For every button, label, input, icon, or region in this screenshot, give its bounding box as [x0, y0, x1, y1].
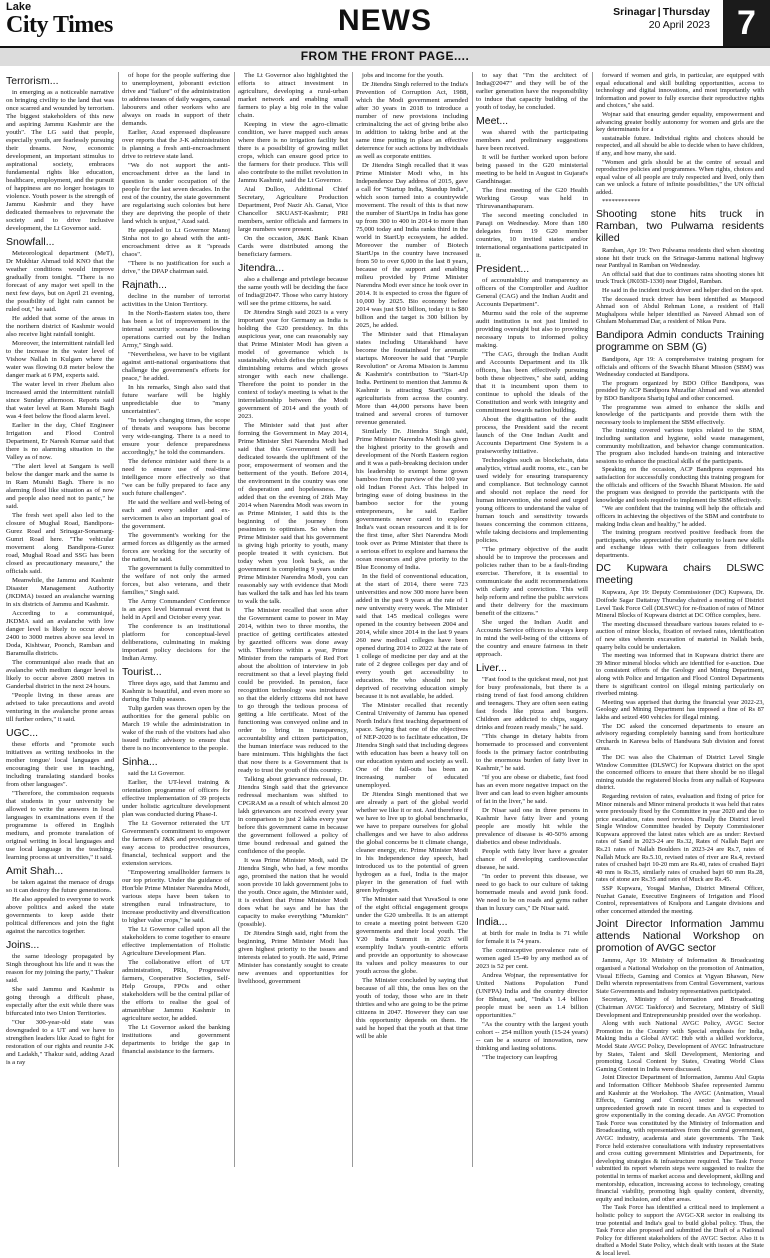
- story-paragraph: "We do not support the anti-encroachment drive as the land in question is under occupation of the people for the last seven decades. In the rest of the country, the state government are regularising such colonies but here they are depriving the people of their land which is unjust," Azad said.: [122, 162, 230, 225]
- column-divider: [472, 72, 473, 1167]
- story-paragraph: People with fatty liver have a greater chance of developing cardiovascular disease, he said.: [476, 848, 588, 871]
- story-paragraph: In the North-Eastern states too, there has been a lot of improvement in the internal security scenario following operations carried out by the Indian Army," Singh said.: [122, 310, 230, 349]
- story-paragraph: It was Prime Minister Modi, said Dr Jitendra Singh, who had, a few months ago, promised the nation that he would soon provide 10 lakh government jobs to the youth. Once again, the Minister said, it is evident that Prime Minister Modi does what he says and he has the capacity to make everything "Mumkin" (possible).: [238, 857, 348, 928]
- story-paragraph: "The alert level at Sangam is well below the danger mark and the same is in Ram Munshi Bagh. There is no alarming flood like situation as of now and people also need not to panic," he said.: [6, 463, 114, 510]
- story-paragraph: to say that "I'm the architect of India@2047" and they will be of the earlier generation have the responsibility to induce that capacity building of the youth of today, he concluded.: [476, 72, 588, 111]
- story-headline: Snowfall...: [6, 236, 55, 248]
- story-paragraph: He said in the incident truck driver and helper died on the spot.: [602, 287, 764, 295]
- story-paragraph: The meeting discussed threadbare various issues related to e-auction of minor blocks, fixation of revised rates, identification of new sites wherein excavation of material in Nallah beds, quarry belts could be undertaken.: [596, 620, 764, 651]
- story-paragraph: Wojnar said that ensuring gender equality, empowerment and advancing greater bodily autonomy for women and girls are the key determinants for a: [596, 110, 764, 134]
- story-paragraph: Dr Jitendra Singh mentioned that we are already a part of the global world whether we like it or not. And therefore if we have to live up to global benchmarks, we have to prepare ourselves for global challenges and we have to also address the global concerns be it climate change, cleaner energy, etc. Prime Minister Modi in his Independence day speech, had introduced us to the potential of green hydrogen as a fuel, India is the major player in the generation of fuel with green hydrogen.: [356, 791, 468, 894]
- story-paragraph: The meeting was informed that in Kupwara district there are 39 Minor mineral blocks which are identified for e-auction. Due to consistent efforts of the Geology and Mining Department, along with Police and Irrigation and Flood Control Departments there is significant control on illegal mining particularly on riverbed mining.: [596, 652, 764, 698]
- story-paragraph: "This change in dietary habits from homemade to processed and convenient foods is the primary factor contributing to the enormous burden of fatty liver in Kashmir," he said.: [476, 733, 588, 772]
- story-paragraph: The programme was aimed to enhance the skills and knowledge of the participants and provide them with the necessary tools to implement the SBM effectively.: [596, 403, 764, 426]
- story-paragraph: The program organized by BDO Office Bandipora, was presided by ACP Bandipora Muzaffar Ahmad and was attended by BDO Bandipora Shariq Iqbal and other concerned.: [596, 379, 764, 402]
- story-paragraph: Talking about grievance redressal, Dr. Jitendra Singh said that the grievance redressal mechanism was shifted to CPGRAM as a result of which almost 20 lakh grievances are received every year in comparison to just 2 lakhs every year before this government came in because the government followed a policy of time bound redressal and gained the confidence of the people.: [238, 776, 348, 855]
- story-paragraph: Similarly Dr. Jitendra Singh said, Prime Minister Narendra Modi has given the highest priority to the growth and development of the North Eastern region and it was a path-breaking decision under his leadership to exempt home grown bamboo from the purview of the 100 year old Indian Forest Act. This helped in bringing ease of doing business in the bamboo sector for the young entrepreneurs, he said. Earlier governments never cared to explore India's vast ocean resources and it is for the first time, after Shri Narendra Modi took over as Prime Minister that there is a serious effort to explore and harness the ocean resources and give priority to the Blue Economy of India.: [356, 428, 468, 571]
- story-headline: DC Kupwara chairs DLSWC meeting: [596, 563, 764, 587]
- story-paragraph: The Lt Governor called upon all the stakeholders to come together to ensure effective implementation of Holistic Agriculture Development Plan.: [122, 926, 230, 957]
- story-paragraph: also a challenge and privilege because the same youth will be deciding the face of India@2047. Those who carry history will see the prime citizens, he said.: [238, 276, 348, 307]
- story-paragraph: The second meeting concluded in Panaji on Wednesday. More than 180 delegates from 19 G20 member countries, 10 invited states and/or international organisations participated in it.: [476, 212, 588, 259]
- story-paragraph: said the Lt Governor.: [128, 770, 185, 777]
- masthead: [0, 0, 770, 46]
- dateline-separator: |: [657, 6, 661, 18]
- dateline-day: Thursday: [662, 6, 710, 18]
- story-paragraph: Earlier in the day, Chief Engineer Irrigation and Flood Control Department, Er Naresh Kumar said that there is no alarming situation in the Valley as of now.: [6, 422, 114, 461]
- story-paragraph: "Our 300-year-old state was downgraded to a UT and we have to strengthen leaders like Azad to fight for restoration of our rights and reunite J-K and Ladakh," Thakur said, adding Azad is a ray: [6, 1019, 114, 1066]
- story-paragraph: "In today's changing times, the scope of threats and weapons has become very wide-ranging. There is a need to ensure your defence preparedness accordingly," he told the commanders.: [122, 417, 230, 456]
- story-paragraph: He added that some of the areas in the northern district of Kashmir would also receive light rainfall tonight.: [6, 315, 114, 338]
- story-paragraph: Jammu, Apr 19: Ministry of Information & Broadcasting organised a National Workshop on the promotion of Animation, Visual Effects, Gaming and Comics at Vigyan Bhawan, New Delhi wherein representatives from Central Government, various State Governments and Industry representatives participated.: [596, 957, 764, 995]
- story-paragraph: of accountability and transparency as officers of the Comptroller and Auditor General (CAG) and the Indian Audit and Accounts Department".: [476, 277, 588, 308]
- story-paragraph: The Lt Governor reiterated the UT Government's commitment to empower the farmers of J&K and providing them easy access to productive resources, financial, technical support and the extension services.: [122, 820, 230, 867]
- story-paragraph: Dr Jitendra Singh recalled that it was Prime Minister Modi who, in his Independence Day address of 2015, gave a call for "Startup India, Standup India", which soon turned into a countrywide movement. The result of this is that now the number of StartUps in India has gone up from 300 to 400 in 2014 to more than 75,000 today and India ranks third in the world in StartUp ecosystem, he added. Moreover the number of Biotech StartUps in the country have increased from 50 to over 6,000 in the last 8 years, because of the support and enabling milieu provided by Prime Minister Narendra Modi ever since he took over in 2014. It is expected to cross the figure of 10,000 by 2025. Bio economy before 2014 was just $10 billion, today it is $80 billion and the target is 300 billion by 2025, he added.: [356, 162, 468, 329]
- story-paragraph: "People living in these areas are advised to take precautions and avoid venturing in the avalanche prone areas till further orders," it said.: [6, 692, 114, 723]
- story-paragraph: The water level in river Jhelum also increased amid the intermittent rainfall since Sunday afternoon. Reports said that water level at Ram Munshi Bagh was 4 feet below the flood alarm level.: [6, 381, 114, 420]
- story-paragraph: The Minister recalled that soon after the Government came to power in May 2014, within two to three months, the practice of getting certificates attested by gazetted officers was done away with. Therefore within a year, Prime Minister from the ramparts of Red Fort about the abolition of interview in job recruitment so that a level playing field could be provided. In pension, face recognition technology was introduced so that the elderly citizens did not have to go through the tedious process of getting a life certificate. Most of the functioning was conveyed online and in order to bring in transparency, accountability and citizen participation, the human interface was reduced to the bare minimum. This highlights the fact that now there is a Government that is ready to trust the youth of this country.: [238, 607, 348, 774]
- story-paragraph: The conference is an institutional platform for conceptual-level deliberations, culminating in making important policy decisions for the Indian Army.: [122, 623, 230, 662]
- story-paragraph: The training program received positive feedback from the participants, who appreciated the opportunity to learn new skills and exchange ideas with their colleagues from different departments.: [596, 529, 764, 559]
- story-paragraph: "If you are obese or diabetic, fast food has an even more negative impact on the liver and can lead to even higher amounts of fat in the liver," he said.: [476, 774, 588, 805]
- story-headline: Amit Shah...: [6, 865, 64, 877]
- story-headline: Joins...: [6, 939, 40, 951]
- story-paragraph: decline in the number of terrorist activities in the Union Territory.: [122, 293, 230, 308]
- story-paragraph: The contraceptive prevalence rate of women aged 15-49 by any method as of 2023 is 52 per cent.: [476, 947, 588, 970]
- story-headline: UGC...: [6, 727, 39, 739]
- dateline: [600, 6, 710, 32]
- story-paragraph: be taken against the menace of drugs so it can destroy the future generations.: [6, 879, 114, 894]
- story-paragraph: "The trajectory can leapfrog: [482, 1054, 558, 1061]
- column-divider: [592, 72, 593, 1167]
- story-paragraph: Regarding revision of rates, evaluation and fixing of price for Minor minerals and Minor mineral products it was held that rates were previously fixed by the Committee in year 2020 and due to price escalation, rates need revision. Finally the District level Single Window Committee headed by Deputy Commissioner Kupwara approved the latest rates which are as under: Revised rates of Sand in 2023-24 are Rs.32, Rates of Nallah Bajri are Rs.21 rates of Nallah Boulders in 2023-24 are Rs.7, rates of Nallah Muck are Rs.5.10, revised rates of river are Rs.4, revised rates of crushed bajri 10-20 mm are Rs.40, rates of crushed Bajri 40 mm is Rs.35, similarly rates of crushed bajri 60 mm Rs.28, rates of stone are Rs.35 and rates of Muck are Rs.45.: [596, 792, 764, 884]
- story-paragraph: The deceased truck driver has been identified as Maqsood Ahmad son of Abdul Rehman Lone, a resident of Hall Mughalpora while helper identified as Naveed Ahmad son of Ghulam Mohammad Dar, a resident of Nikas Pura.: [596, 295, 764, 326]
- story-paragraph: Ramban, Apr 19: Two Pulwama residents died when shooting stone hit their truck on the Srinagar-Jammu national highway near Panthyal in Ramban on Wednesday.: [596, 247, 764, 270]
- story-headline: India...: [476, 916, 508, 928]
- story-paragraph: The defence minister said there is a need to ensure use of real-time intelligence more effectively so that "we can be fully prepared to face any such future challenges".: [122, 458, 230, 497]
- story-paragraph: She said Jammu and Kashmir is going through a difficult phase, especially after the exit while there was bifurcated into two Union Territories.: [6, 986, 114, 1017]
- story-paragraph: Technologies such as blockchain, data analytics, virtual audit rooms, etc., can be used widely for ensuring transparency and compliance. But technology cannot and should not replace the need for human intervention, she noted and urged young officers to understand the value of human touch and sensitivity towards issues concerning the common citizens, while taking decisions and implementing policies.: [476, 457, 588, 544]
- story-paragraph: The Minister said that just after forming the Government in May 2014, Prime Minister Shri Narendra Modi had said that this Government will be dedicated towards the upliftment of the poor, empowerment of women and the betterment of the youth. Before 2014, the environment in the country was one of desperation and hopelessness. He added that on the evening of 26th May 2014 when Narendra Modi was sworn in as Prime Minister, I said this is the beginning of the journey from pessimism to optimism. So when the Prime Minister said that his government is giving high priority to youth, many people treated it with cynicism. But today when you look back, as the government is completing 9 years under Prime Minister Narendra Modi, you can reasonably say with evidence that Modi has walked the talk and has led his team to walk the talk.: [238, 422, 348, 605]
- story-paragraph: The first meeting of the G20 Health Working Group was held in Thiruvananthapuram.: [476, 187, 588, 210]
- story-paragraph: Bandipora, Apr 19: A comprehensive training program for officials and officers of the Swachh Bharat Mission (SBM) was Wednesday conducted at Bandipora.: [596, 356, 764, 379]
- story-paragraph: Joint Director Department of Information, Jammu Atul Gupta and Information Officer Mehboob Shafee represented Jammu and Kashmir at the Workshop. The AVGC (Animation, Visual Effects, Gaming and Comics) sector has witnessed unprecedented growth rate in recent times and is expected to grow exponentially in the coming decade. An AVGC Promotion Task Force was constituted by the Ministry of Information and Broadcasting, with representatives from the central government, AVGC industry, academia and state governments. The Task Force held extensive consultations with industry representatives and cross cutting government Ministries and Departments, for developing strategies & infrastructure required. The Task Force submitted its report wherein steps were suggested to realize the potential in terms of market access and development, skilling and mentorship, education, increasing access to technology, creating financial viability, promoting high quality content, diversity, equity and inclusion, and other areas.: [596, 1074, 764, 1203]
- story-paragraph: "Nevertheless, we have to be vigilant against anti-national organisations that challenge the government's efforts for peace," he added.: [122, 351, 230, 382]
- story-paragraph: The government is fully committed to the welfare of not only the armed forces, but also veterans, and their families," Singh said.: [122, 565, 230, 596]
- column-divider: [234, 72, 235, 1167]
- story-paragraph: Dr Jitendra Singh said 2023 is a very important year for Germany as India is holding the G20 presidency. In this auspicious year, one can reasonably say that Prime Minister Modi has given a model of governance which is sustainable, which defies the principle of diminishing returns and which grows stronger with each new challenge. Therefore the point to ponder in the context of today's meeting is what is the interrelationship between the Modi government of 2014 and the youth of 2023.: [238, 309, 348, 420]
- story-paragraph: The Lt Governor asked the banking institutions and government departments to bridge the gap in financial assistance to the farmers.: [122, 1024, 230, 1055]
- story-headline: President...: [476, 263, 530, 275]
- story-paragraph: Earlier, the UT-level training & orientation programme of officers for effective implementation of 39 projects under holistic agriculture development plan was conducted during Phase-I.: [122, 779, 230, 818]
- story-paragraph: It will be further worked upon before being passed in the G20 ministerial meeting to be held in August in Gujarat's Gandhinagar.: [476, 154, 588, 185]
- story-paragraph: On the occasion, J&K Bank Kisan Cards were distributed among the beneficiary farmers.: [238, 235, 348, 258]
- story-paragraph: Speaking on the occasion, ACP Bandipora expressed his satisfaction for successfully conducting this training program for the officials and officers of the Swachh Bharat Mission. He said the program was designed to provide the participants with the knowledge and tools required to implement the SBM effectively.: [596, 466, 764, 504]
- story-paragraph: "As the country with the largest youth cohort -- 254 million youth (15-24 years) -- can be a source of innovation, new thinking and lasting solutions.: [476, 1021, 588, 1052]
- story-paragraph: An official said that due to continues rains shooting stones hit truck Truck (JK03D-1330) near Digdol, Ramban.: [596, 270, 764, 286]
- story-paragraph: The communiqué also reads that an avalanche with medium danger level is likely to occur above 2800 metres in Ganderbal district in the next 24 hours.: [6, 659, 114, 690]
- story-paragraph: Murmu said the role of the supreme audit institution is not just limited to providing oversight but also to providing necessary inputs to informed policy making.: [476, 310, 588, 349]
- story-paragraph: The Minister said that Himalayan states including Uttarakhand have become the fountainhead for aromatic startups. Moreover he said that "Purple Revolution" or Aroma Mission is Jammu & Kashmir's contribution to "Start-Up India. Pertinent to mention that Jammu & Kashmir is attracting StartUps and agriculturists from across the country. More than 44,000 persons have been trained and several crores of turnover revenue generated.: [356, 331, 468, 426]
- column-5: [476, 72, 588, 1167]
- story-paragraph: "Women and girls should be at the centre of sexual and reproductive policies and programmes. When rights, choices and equal value of all people are truly respected and lived, only then can we unlock a future of infinite possibilities," the UN official added.: [596, 158, 764, 196]
- column-3: [238, 72, 348, 1167]
- story-paragraph: The Task Force has identified a critical need to implement a holistic policy to support the AVGC-XR sector in realising its true potential and India's goal to build global policy. Thus, the Task Force also proposed and submitted the Draft of a National Policy for different stakeholders of the AVGC Sector. Also it is drafted a Model State Policy, which dealt with issues at the State & local level.: [596, 1204, 764, 1257]
- story-paragraph: The Minister concluded by saying that because of all this, the onus lies on the youth of today, those who are in their thirties and who are going to be the prime citizens in 2047. However they can use this opportunity depends on them. He said he hoped that the youth at that time will be able: [356, 977, 468, 1040]
- story-paragraph: "Fast food is the quickest meal, not just for busy professionals, but there is a rising trend of fast food among children and teenagers. They are often seen eating fast foods like pizza and burgers. Children are addicted to chips, sugary drinks and frozen ready meals," he said.: [476, 676, 588, 731]
- story-paragraph: of hope for the people suffering due to unemployment, joboranti eviction drive and "failure" of the administration to address issues of daily wagers, casual labourers and other workers who are always on roads in support of their demands.: [122, 72, 230, 127]
- story-paragraph: Secretary, Ministry of Information and Broadcasting (Chairman AVGC Taskforce) and Secretary, Ministry of Skill Development and Entrepreneurship presided over the workshop.: [596, 996, 764, 1019]
- story-paragraph: He appealed to Lt Governor Manoj Sinha not to go ahead with the anti-encroachment drive as it "spreads chaos".: [122, 227, 230, 258]
- story-paragraph: jobs and income for the youth.: [362, 72, 444, 79]
- band-label: FROM THE FRONT PAGE....: [300, 49, 470, 63]
- story-paragraph: Three days ago, said that Jammu and Kashmir is beautiful, and even more so during the Tulip season.: [122, 680, 230, 703]
- story-headline: Rajnath...: [122, 279, 167, 291]
- story-paragraph: "The primary objective of the audit should be to improve the processes and policies rather than to be a fault-finding exercise. Therefore, it is essential to communicate the audit recommendations with clarity and conviction. This will help reform and refine the public services and their delivery for the maximum benefit of the citizens.": [476, 546, 588, 617]
- story-paragraph: The Minister said that YuvaSoul is one of the eight official engagement groups under the G20 umbrella. It is an attempt to create a meeting point between G20 governments and their local youth. The Y20 India Summit in 2023 will exemplify India's youth-centric efforts and provide an opportunity to showcase its values and policy measures to our youth across the globe.: [356, 896, 468, 975]
- story-paragraph: forward if women and girls, in particular, are equipped with equal educational and skill building opportunities, access to technology and digital innovations, and most importantly with information and power to fully exercise their reproductive rights and choices," she said.: [596, 72, 764, 110]
- story-paragraph: According to a communiqué, JKDMA said an avalanche with low danger level is likely to occur above 2400 to 3000 metres above sea level in Doda, Kishtwar, Poonch, Ramban and Baramulla districts.: [6, 610, 114, 657]
- story-paragraph: About the digitisation of the audit process, the President said the recent launch of the One Indian Audit and Accounts Department One System is a praiseworthy initiative.: [476, 416, 588, 455]
- story-paragraph: The training covered various topics related to the SBM, including sanitation and hygiene, solid waste management, community mobilization, and behavior change communication. The program also included hands-on training and interactive sessions to enhance the practical skills of the participants.: [596, 427, 764, 465]
- page-number: 7: [723, 0, 770, 46]
- story-paragraph: Tulip garden was thrown open by the authorities for the general public on March 19 while the administration in wake of the rush of the visitors had also issued traffic advisory to ensure that there is no inconvenience to the people.: [122, 705, 230, 752]
- story-paragraph: "We are confident that the training will help the officials and officers in achieving the objectives of the SBM and contribute to making India clean and healthy," he added.: [596, 505, 764, 528]
- story-headline: Tourist...: [122, 666, 162, 678]
- section-title: NEWS: [338, 4, 432, 37]
- story-paragraph: Moreover, the intermittent rainfall led to the increase in the water level of Vishow Nallah in Kulgam where the water was flowing 0.8 meter below the danger mark at 6 PM, experts said.: [6, 340, 114, 379]
- story-paragraph: The fresh wet spell also led to the closure of Mughal Road, Bandipora-Gurez Road and Srinagar-Sonamarg-Gumri Road here. "The vehicular movement along Bandipora-Gurez road, Mughal Road and SSG has been closed as precautionary measure," the officials said.: [6, 512, 114, 575]
- story-headline: Terrorism...: [6, 75, 59, 87]
- story-paragraph: Kupwara, Apr 19: Deputy Commissioner (DC) Kupwara, Dr. Doifode Sagar Dattatray Thursday chaired a meeting of District Level Task Force Cell (DLSWC) for re-fixation of rates of Minor Mineral Blocks of Kupwara district at DC Office complex, here.: [596, 589, 764, 620]
- logo-lake: Lake: [6, 1, 32, 13]
- logo-city-times: City Times: [6, 12, 113, 38]
- story-paragraph: Meteorological department (MeT), Dr Mukhtar Ahmad told KNO that the weather conditions would improve gradually from tonight. "There is no forecast of any major wet spell in the next few days, but on April 21 evening, the possibility of light rain cannot be ruled out," he said.: [6, 250, 114, 313]
- column-1: [6, 72, 114, 1167]
- story-paragraph: sustainable future. Individual rights and choices should be respected, and all should be able to decide when to have children, if any, and how many, she said.: [596, 134, 764, 157]
- story-headline: Liver...: [476, 662, 507, 674]
- story-paragraph: He said the welfare and well-being of each and every soldier and ex-servicemen is also an important goal of the government.: [122, 499, 230, 530]
- story-paragraph: SSP Kupwara, Yougal Manhas, District Mineral Officer, Nuzhat Ganaie, Executive Engineers of Irrigation and Flood Control, representatives of Kralpora and Langate divisions and other concerned attended the meeting.: [596, 885, 764, 915]
- section-band: [0, 46, 770, 66]
- story-paragraph: Meeting was apprised that during the financial year 2022-23, Geology and Mining Department has imposed a fine of Rs 87 lakhs and seized 490 vehicles for illegal mining.: [596, 698, 764, 721]
- story-headline: Sinha...: [122, 756, 158, 768]
- story-headline: Jitendra...: [238, 262, 285, 274]
- story-paragraph: ************: [602, 197, 641, 205]
- column-2: [122, 72, 230, 1167]
- story-paragraph: The government's working for the armed forces as diligently as the armed forces are working for the security of the nation, he said.: [122, 532, 230, 563]
- dateline-date: 20 April 2023: [648, 19, 710, 31]
- story-paragraph: The Lt Governor also highlighted the efforts to attract investment in agriculture, developing a rural-urban market network and enabling small farmers to play a big role in the value chain.: [238, 72, 348, 119]
- story-paragraph: Dr Nisar said one in three persons in Kashmir have fatty liver and young people are mostly hit while the prevalence of disease is 40-50% among diabetics and obese individuals.: [476, 807, 588, 846]
- column-divider: [352, 72, 353, 1167]
- story-paragraph: In his remarks, Singh also said that future warfare will be highly unpredictable due to "many uncertainties".: [122, 384, 230, 415]
- story-headline: Meet...: [476, 115, 509, 127]
- story-paragraph: The DC was also the Chairman of District Level Single Window Committee (DLSWC) for Kupwara district on the spot the concerned officers to ensure that there should be no illegal mining outside the registered blocks from any nallah of Kupwara district.: [596, 753, 764, 792]
- story-paragraph: these efforts and "promote such initiatives as writing textbooks in the mother tongue/ local languages and encouraging their use in teaching, including translating standard books from other languages".: [6, 741, 114, 788]
- story-paragraph: was shared with the participating members and preliminary suggestions have been received.: [476, 129, 588, 152]
- story-paragraph: Dr Jitendra Singh said, right from the beginning, Prime Minister Modi has given highest priority to the issues and interests related to youth. He said, Prime Minister has constantly sought to create new avenues and opportunities for livelihood, government: [238, 930, 348, 985]
- story-paragraph: "There is no justification for such a drive," the DPAP chairman said.: [122, 260, 230, 275]
- story-headline: Joint Director Information Jammu attends National Workshop on promotion of AVGC sector: [596, 919, 764, 955]
- story-paragraph: He also appealed to everyone to work above politics and asked the state governments to keep aside their political differences and join the fight against the narcotics together.: [6, 896, 114, 935]
- story-paragraph: at birth for male in India is 71 while for female it is 74 years.: [476, 930, 588, 945]
- story-headline: Shooting stone hits truck in Ramban, two Pulwama residents killed: [596, 209, 764, 245]
- story-paragraph: In the field of conventional education, at the start of 2014, there were 723 universities and now 300 more have been added in the past 9 years at the rate of 1 new university every week. The Minister said that 145 medical colleges were opened in the country between 2004 and 2014, while since 2014 in the last 9 years 260 new medical colleges have been opened during 2014 to 2022 at the rate of 1 college of medicine per day and at the rate of 2 degree colleges per day and of every youth get accessibility to education. He who should not be deprived of receiving education simply because it is not available, he added.: [356, 573, 468, 700]
- story-paragraph: She urged the Indian Audit and Accounts Service officers to always keep in mind the well-being of the citizens of the country and ensure fairness in their approach.: [476, 619, 588, 658]
- story-paragraph: Meanwhile, the Jammu and Kashmir Disaster Management Authority (JKDMA) issued an avalanche warning in six districts of Jammu and Kashmir.: [6, 577, 114, 608]
- story-paragraph: in emerging as a noticeable narrative on bringing civility to the land that was once scarred and wounded by terrorism. The biggest stakeholders of this new and aspiring Jammu Kashmir are the youth". The LG said that people, especially youth, are fearlessly pursuing their dreams. Now, economic development, an important stimulus to aspirational society, embraces fundamental rights like education, healthcare, employment, and the pursuit of happiness are no longer hostages to violence. Youth power is the strength of Jammu Kashmir and they have dedicated themselves to rejuvenate the society and to drive inclusive development, the Lt Governor said.: [6, 89, 114, 232]
- story-headline: Bandipora Admin conducts Training programme on SBM (G): [596, 330, 764, 354]
- story-paragraph: "The CAG, through the Indian Audit and Accounts Department and its 1lk officers, has been effectively pursuing both these objectives," she said, adding that it is incumbent upon them to continue to uphold the ideals of the Constitution and work with integrity and commitment towards nation building.: [476, 351, 588, 414]
- dateline-city: Srinagar: [613, 6, 656, 18]
- newspaper-logo[interactable]: [6, 2, 146, 44]
- story-paragraph: Andrea Wojnar, the representative for United Nations Population Fund (UNFPA) India and the country director for Bhutan, said, "India's 1.4 billion people must be seen as 1.4 billion opportunities.": [476, 972, 588, 1019]
- right-column-briefs: [596, 72, 764, 1257]
- column-4: [356, 72, 468, 1167]
- story-paragraph: The Army Commanders' Conference is an apex level biannual event that is held in April and October every year.: [122, 598, 230, 621]
- story-paragraph: The DC asked the concerned departments to ensure an advisory regarding completely banning sand from horticulture Orchards in Karewa belts of Handwara Sub division and forest areas.: [596, 722, 764, 753]
- story-paragraph: "In order to prevent this disease, we need to go back to our culture of taking homemade meals and avoid junk food. We need to be on roads and gyms rather than in luxury cars," Dr Nisar said.: [476, 873, 588, 912]
- story-paragraph: "Therefore, the commission requests that students in your university be allowed to write the answers in local languages in examinations even if the programme is offered in English medium, and promote translation of original writing in local languages and use local language in the teaching-learning process at universities," it said.: [6, 790, 114, 861]
- story-paragraph: Atal Dulloo, Additional Chief Secretary, Agriculture Production Department, Prof Nazir Ah. Ganai, Vice Chancellor SKUAST-Kashmir; PRI members, senior officials and farmers in large numbers were present.: [238, 186, 348, 233]
- story-paragraph: Earlier, Azad expressed displeasure over reports that the J-K administration is planning a fresh anti-encroachment drive to retrieve state land.: [122, 129, 230, 160]
- column-divider: [118, 72, 119, 1167]
- story-paragraph: The collaborative effort of UT administration, PRIs, Progressive farmers, Cooperative Societies, Self-Help Groups, FPOs and other stakeholders will be the central pillar of the efforts to realise the goal of atmanirbhar Jammu Kashmir in agriculture sector, he added.: [122, 959, 230, 1022]
- story-paragraph: Dr Jitendra Singh referred to the India's Prevention of Corruption Act, 1988, which the Modi government amended after 30 years in 2018 to introduce a number of new provisions including criminalizing the act of giving bribe also in addition to taking bribe and at the same time putting in place an effective deterrence for such actions by individuals as well as corporate entities.: [356, 81, 468, 160]
- story-paragraph: Along with such National AVGC Policy, AVGC Sector Promotion in the Country with Special emphasis for India, Making India a Global AVGC Hub with a skilled workforce, Model State AVGC Policy, Development of AVGC Infrastructure by States, Talent and Skill Development, Mentoring and promoting Local Content by States, Creating World Class Gaming Content in India were discussed.: [596, 1020, 764, 1073]
- story-paragraph: the same ideology propagated by Singh throughout his life and it was the reason for my joining the party," Thakur said.: [6, 953, 114, 984]
- story-paragraph: Keeping in view the agro-climatic condition, we have mapped such areas where there is no irrigation facility but there is a possibility of growing millet crops, which can ensure good price to the farmers for their produce. This will also contribute to the millet revolution in Jammu Kashmir, said the Lt Governor.: [238, 121, 348, 184]
- story-paragraph: "Empowering smallholder farmers is our top priority. Under the guidance of Hon'ble Prime Minister Narendra Modi, various steps have been taken to strengthen rural infrastructure, to increase productivity and diversification to higher value crops," he said.: [122, 869, 230, 924]
- story-paragraph: The Minister recalled that recently Central University of Jammu has opened North India's first teaching department of space. Saying that one of the objectives of NEP-2020 is to facilitate education, Dr Jitendra Singh said that including degrees with education has been a heavy toll on our education system and society as well. One of the fall-outs has been an increasing number of educated unemployed.: [356, 702, 468, 789]
